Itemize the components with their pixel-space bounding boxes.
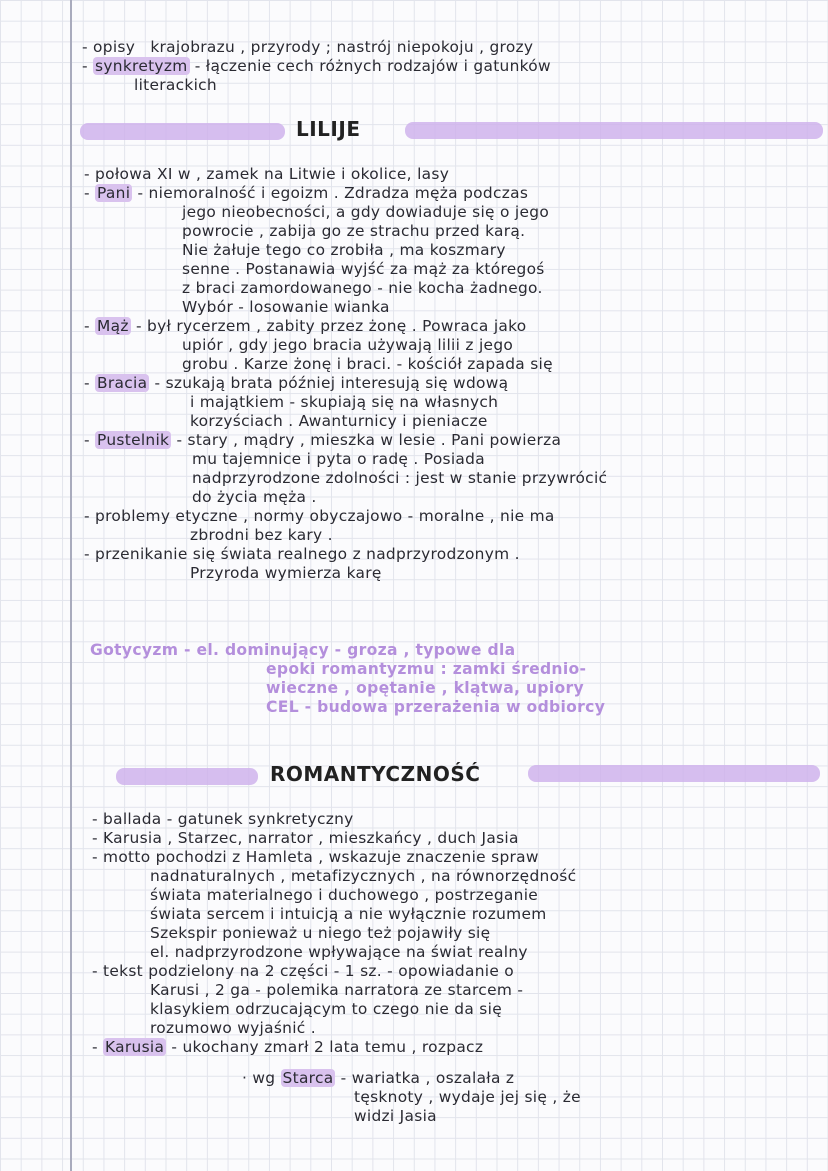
heading-bar-right [528, 765, 820, 782]
romantycznosc-line: - Karusia - ukochany zmarł 2 lata temu , rozpacz [92, 1038, 484, 1056]
romantycznosc-line: tęsknoty , wydaje jej się , że [354, 1088, 581, 1106]
romantycznosc-line: świata materialnego i duchowego , postrzeganie [150, 886, 539, 904]
romantycznosc-line: - motto pochodzi z Hamleta , wskazuje znaczenie spraw [92, 848, 539, 866]
gotycyzm-line: wieczne , opętanie , klątwa, upiory [266, 679, 584, 697]
lilije-line: mu tajemnice i pyta o radę . Posiada [192, 450, 485, 468]
intro-section [82, 38, 551, 95]
heading-bar-right [405, 122, 823, 139]
intro-line-1: - opisy krajobrazu , przyrody ; nastrój niepokoju , grozy [82, 38, 534, 56]
section-heading-lilije: LILIJE [296, 117, 361, 141]
romantycznosc-line: Szekspir ponieważ u niego też pojawiły się [150, 924, 491, 942]
lilije-line: Wybór - losowanie wianka [182, 298, 390, 316]
lilije-line: Przyroda wymierza karę [190, 564, 382, 582]
lilije-line: - problemy etyczne , normy obyczajowo - moralne , nie ma [84, 507, 555, 525]
heading-bar-left [80, 123, 285, 140]
maz-highlight: Mąż [97, 317, 129, 335]
bracia-highlight: Bracia [97, 374, 148, 392]
lilije-line: - przenikanie się świata realnego z nadprzyrodzonym . [84, 545, 520, 563]
romantycznosc-line: - tekst podzielony na 2 części - 1 sz. - opowiadanie o [92, 962, 515, 980]
romantycznosc-line: klasykiem odrzucającym to czego nie da się [150, 1000, 502, 1018]
lilije-line: grobu . Karze żonę i braci. - kościół zapada się [182, 355, 553, 373]
romantycznosc-section [92, 810, 581, 1126]
lilije-line: - Mąż - był rycerzem , zabity przez żonę . Powraca jako [84, 317, 527, 335]
lilije-line: korzyściach . Awanturnicy i pieniacze [190, 412, 488, 430]
lilije-line: - Pustelnik - stary , mądry , mieszka w lesie . Pani powierza [84, 431, 562, 449]
intro-line-3: literackich [134, 76, 217, 94]
lilije-line: nadprzyrodzone zdolności : jest w stanie przywrócić [192, 469, 608, 487]
romantycznosc-line: świata sercem i intuicją a nie wyłącznie rozumem [150, 905, 547, 923]
pani-highlight: Pani [97, 184, 131, 202]
lilije-line: upiór , gdy jego bracia używają lilii z jego [182, 336, 514, 354]
lilije-line: jego nieobecności, a gdy dowiaduje się o jego [182, 203, 550, 221]
lilije-line: Nie żałuje tego co zrobiła , ma koszmary [182, 241, 506, 259]
gotycyzm-line: CEL - budowa przerażenia w odbiorcy [266, 698, 606, 716]
lilije-line: - połowa XI w , zamek na Litwie i okolice, lasy [84, 165, 450, 183]
romantycznosc-line: - Karusia , Starzec, narrator , mieszkańcy , duch Jasia [92, 829, 519, 847]
romantycznosc-line: rozumowo wyjaśnić . [150, 1019, 316, 1037]
starca-highlight: Starca [282, 1069, 334, 1087]
heading-bar-left [116, 768, 258, 785]
gotycyzm-line: epoki romantyzmu : zamki średnio- [266, 660, 587, 678]
gotycyzm-note [90, 641, 605, 717]
romantycznosc-line: - ballada - gatunek synkretyczny [92, 810, 354, 828]
lilije-line: i majątkiem - skupiają się na własnych [190, 393, 499, 411]
lilije-line: - Pani - niemoralność i egoizm . Zdradza męża podczas [84, 184, 529, 202]
lilije-line: - Bracia - szukają brata później interesują się wdową [84, 374, 509, 392]
lilije-line: powrocie , zabija go ze strachu przed karą. [182, 222, 526, 240]
intro-line-2: - synkretyzm - łączenie cech różnych rodzajów i gatunków [82, 57, 551, 75]
lilije-line: do życia męża . [192, 488, 317, 506]
romantycznosc-line: Karusi , 2 ga - polemika narratora ze starcem - [150, 981, 524, 999]
pustelnik-highlight: Pustelnik [97, 431, 170, 449]
romantycznosc-line: el. nadprzyrodzone wpływające na świat realny [150, 943, 528, 961]
lilije-section [84, 165, 607, 583]
karusia-highlight: Karusia [105, 1038, 165, 1056]
lilije-line: z braci zamordowanego - nie kocha żadnego. [182, 279, 543, 297]
lilije-line: senne . Postanawia wyjść za mąż za któregoś [182, 260, 545, 278]
synkretyzm-highlight: synkretyzm [95, 57, 188, 75]
romantycznosc-line: · wg Starca - wariatka , oszalała z [242, 1069, 515, 1087]
romantycznosc-line: widzi Jasia [354, 1107, 437, 1125]
section-heading-romantycznosc: ROMANTYCZNOŚĆ [270, 762, 481, 786]
romantycznosc-line: nadnaturalnych , metafizycznych , na równorzędność [150, 867, 577, 885]
lilije-line: zbrodni bez kary . [190, 526, 333, 544]
gotycyzm-line: Gotycyzm - el. dominujący - groza , typowe dla [90, 641, 516, 659]
